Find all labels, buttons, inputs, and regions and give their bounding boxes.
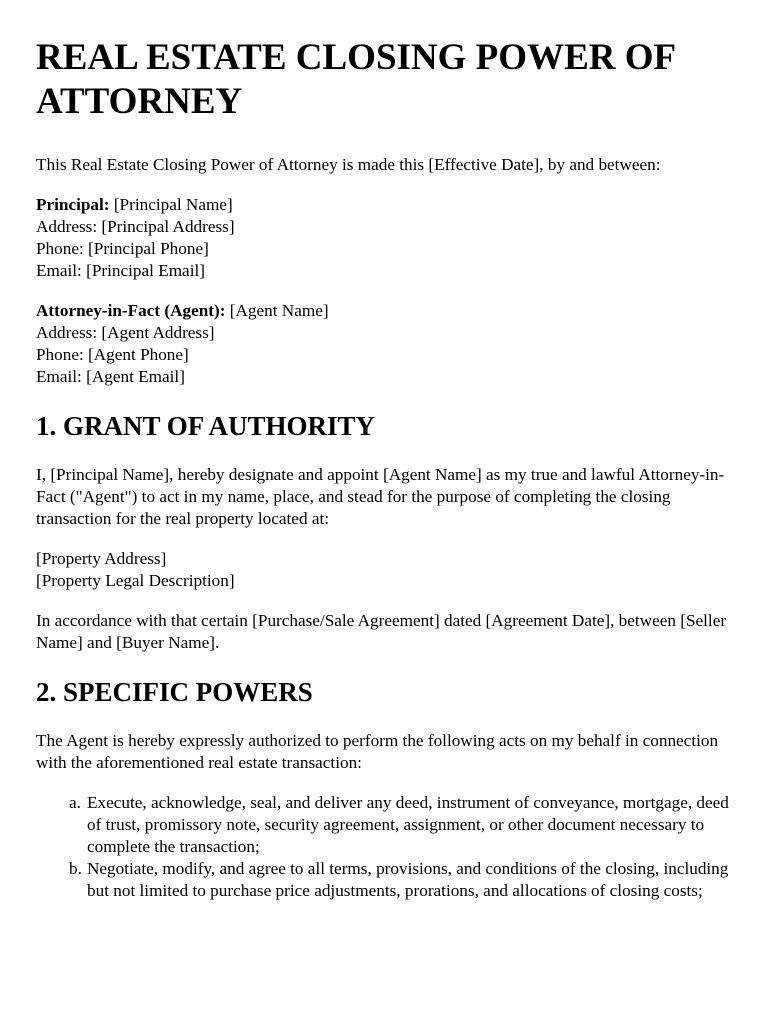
intro-paragraph: This Real Estate Closing Power of Attorney is made this [Effective Date], by and between: xyxy=(36,155,661,174)
powers-paragraph: The Agent is hereby expressly authorized to perform the following acts on my behalf in connection with the aforementioned real estate transaction: xyxy=(36,731,719,772)
grant-paragraph: I, [Principal Name], hereby designate and appoint [Agent Name] as my true and lawful Attorney-in-Fact ("Agent") to act in my name, place, and stead for the purpose of completing the closing transaction for the real property located at: xyxy=(36,465,725,528)
principal-email: Email: [Principal Email] xyxy=(36,261,205,280)
list-marker: a. xyxy=(69,793,81,812)
list-item xyxy=(69,792,736,858)
section-1-heading: 1. GRANT OF AUTHORITY xyxy=(36,411,376,441)
document-title: REAL ESTATE CLOSING POWER OF ATTORNEY xyxy=(36,37,675,122)
document-page xyxy=(36,36,736,902)
agent-phone: Phone: [Agent Phone] xyxy=(36,345,189,364)
section-2-heading: 2. SPECIFIC POWERS xyxy=(36,677,313,707)
agent-address: Address: [Agent Address] xyxy=(36,323,215,342)
list-marker: b. xyxy=(69,859,82,878)
list-item-text: Negotiate, modify, and agree to all terms, provisions, and conditions of the closing, including but not limited to purchase price adjustments, prorations, and allocations of closing costs; xyxy=(87,859,729,900)
agreement-paragraph: In accordance with that certain [Purchase/Sale Agreement] dated [Agreement Date], between [Seller Name] and [Buyer Name]. xyxy=(36,611,727,652)
agent-block xyxy=(36,300,736,388)
principal-name: [Principal Name] xyxy=(109,195,233,214)
agent-email: Email: [Agent Email] xyxy=(36,367,185,386)
list-item xyxy=(69,858,736,902)
property-address: [Property Address] xyxy=(36,549,167,568)
powers-list xyxy=(36,792,736,902)
principal-phone: Phone: [Principal Phone] xyxy=(36,239,209,258)
property-block xyxy=(36,548,736,592)
agent-label: Attorney-in-Fact (Agent): xyxy=(36,301,226,320)
list-item-text: Execute, acknowledge, seal, and deliver any deed, instrument of conveyance, mortgage, deed of trust, promissory note, security agreement, assignment, or other document necessary to complete the transaction; xyxy=(87,793,729,856)
agent-name: [Agent Name] xyxy=(225,301,329,320)
principal-label: Principal: xyxy=(36,195,110,214)
principal-address: Address: [Principal Address] xyxy=(36,217,235,236)
property-legal-description: [Property Legal Description] xyxy=(36,571,235,590)
principal-block xyxy=(36,194,736,282)
